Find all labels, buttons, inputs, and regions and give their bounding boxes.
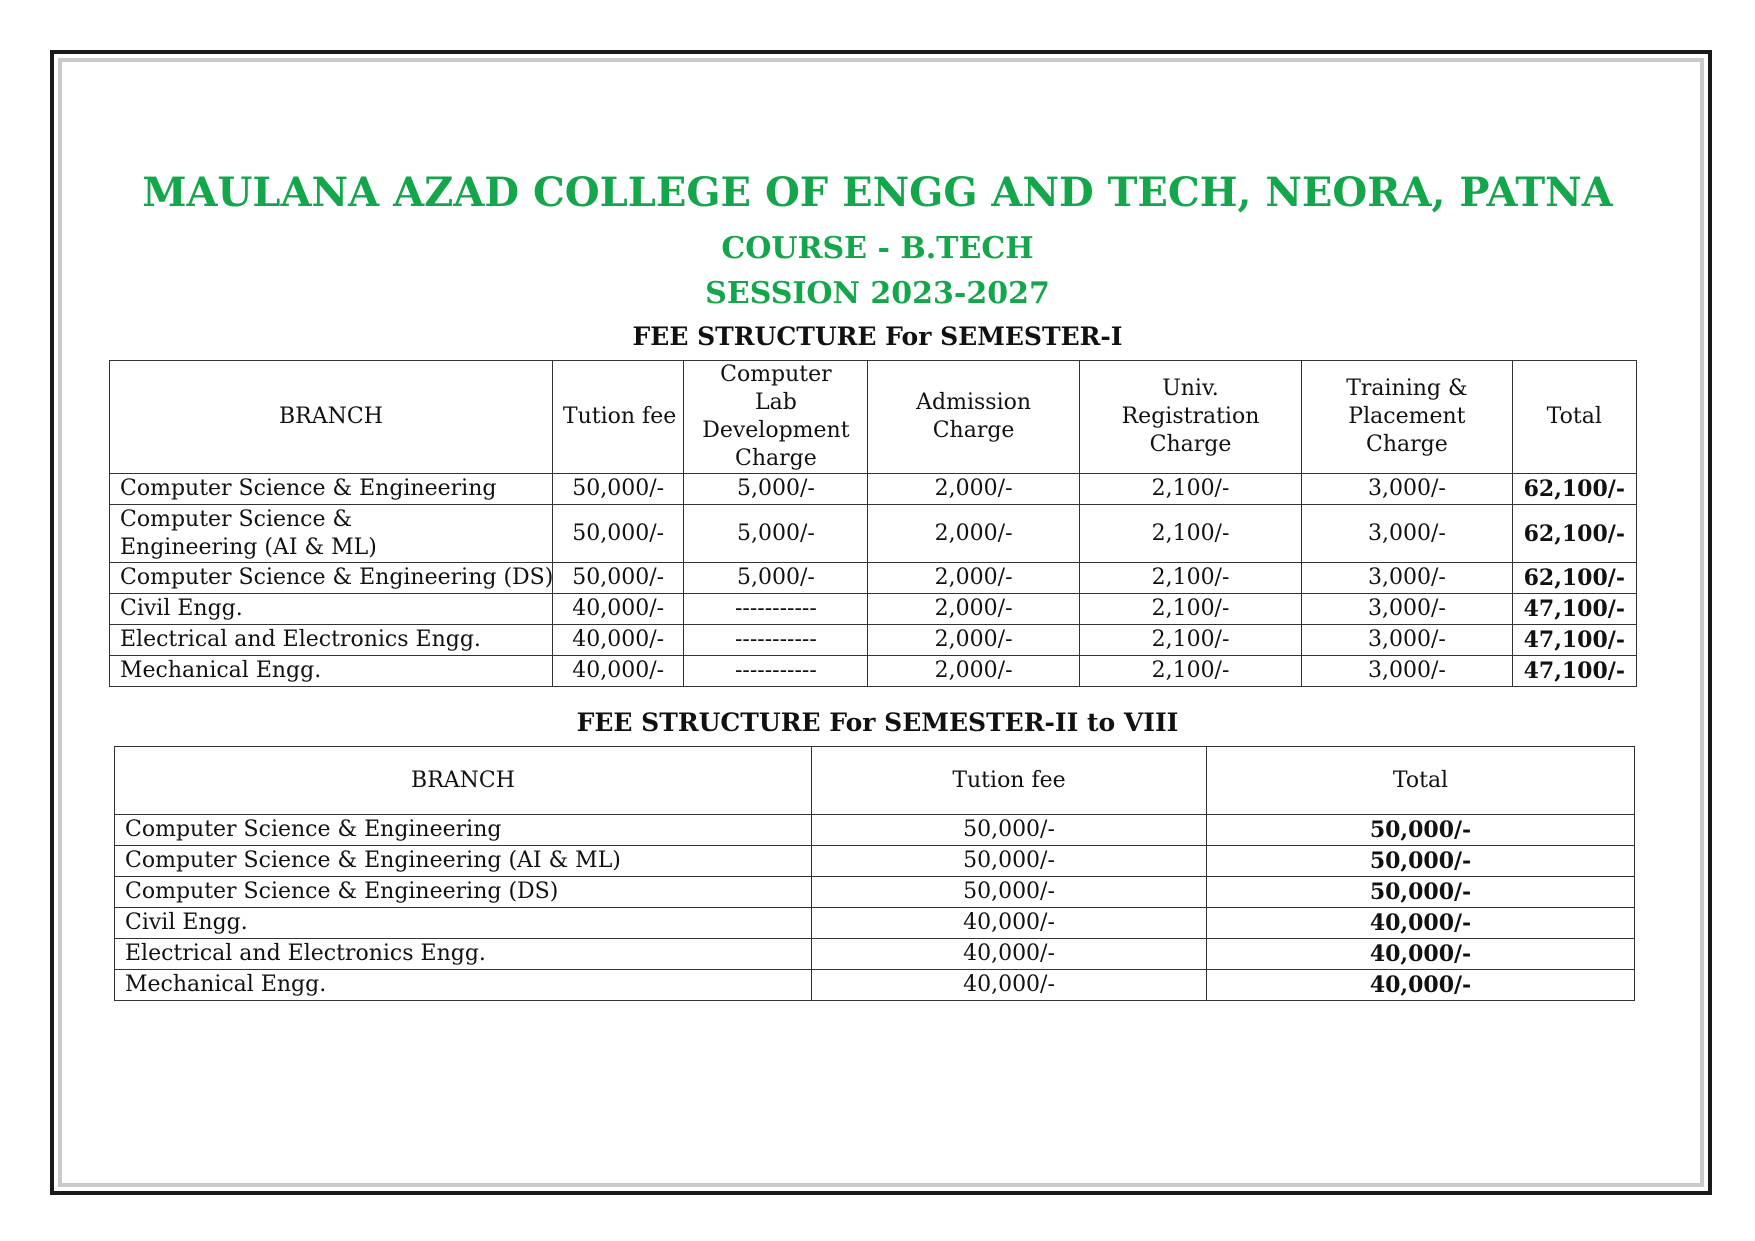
table-row <box>115 846 1635 877</box>
cell-lab-charge: 5,000/- <box>684 505 868 563</box>
table-row <box>110 505 1637 563</box>
cell-branch: Computer Science & Engineering (DS) <box>115 877 812 908</box>
cell-tuition: 50,000/- <box>812 877 1207 908</box>
column-header-tuition: Tution fee <box>812 747 1207 815</box>
column-header-total: Total <box>1512 361 1636 474</box>
cell-tuition: 40,000/- <box>812 970 1207 1001</box>
cell-registration: 2,100/- <box>1079 625 1301 656</box>
college-title: MAULANA AZAD COLLEGE OF ENGG AND TECH, NEORA, PATNA <box>142 169 1613 216</box>
table-row <box>115 877 1635 908</box>
cell-tuition: 50,000/- <box>552 505 683 563</box>
cell-registration: 2,100/- <box>1079 563 1301 594</box>
column-header-total: Total <box>1207 747 1635 815</box>
cell-total: 40,000/- <box>1207 939 1635 970</box>
cell-training: 3,000/- <box>1302 625 1512 656</box>
column-header-branch: BRANCH <box>115 747 812 815</box>
course-title: COURSE - B.TECH <box>721 231 1034 266</box>
column-header-tuition: Tution fee <box>552 361 683 474</box>
cell-registration: 2,100/- <box>1079 474 1301 505</box>
cell-admission: 2,000/- <box>868 656 1079 687</box>
column-header-training: Training & Placement Charge <box>1302 361 1512 474</box>
table-row <box>115 970 1635 1001</box>
cell-tuition: 50,000/- <box>552 474 683 505</box>
cell-branch: Electrical and Electronics Engg. <box>110 625 553 656</box>
cell-total: 62,100/- <box>1512 505 1636 563</box>
column-header-branch: BRANCH <box>110 361 553 474</box>
cell-training: 3,000/- <box>1302 656 1512 687</box>
cell-admission: 2,000/- <box>868 505 1079 563</box>
table-row <box>110 656 1637 687</box>
cell-tuition: 40,000/- <box>552 625 683 656</box>
semester2to8-fee-table <box>114 746 1635 1001</box>
cell-total: 50,000/- <box>1207 877 1635 908</box>
cell-registration: 2,100/- <box>1079 656 1301 687</box>
cell-branch: Mechanical Engg. <box>115 970 812 1001</box>
cell-total: 62,100/- <box>1512 474 1636 505</box>
cell-admission: 2,000/- <box>868 563 1079 594</box>
cell-branch: Civil Engg. <box>110 594 553 625</box>
cell-tuition: 40,000/- <box>552 594 683 625</box>
cell-branch: Electrical and Electronics Engg. <box>115 939 812 970</box>
table-row <box>115 908 1635 939</box>
cell-tuition: 40,000/- <box>552 656 683 687</box>
table-header-row <box>110 361 1637 474</box>
table-row <box>110 563 1637 594</box>
cell-admission: 2,000/- <box>868 474 1079 505</box>
cell-branch: Computer Science & Engineering (AI & ML) <box>115 846 812 877</box>
cell-tuition: 50,000/- <box>812 815 1207 846</box>
cell-registration: 2,100/- <box>1079 594 1301 625</box>
cell-training: 3,000/- <box>1302 474 1512 505</box>
cell-tuition: 40,000/- <box>812 908 1207 939</box>
cell-total: 47,100/- <box>1512 594 1636 625</box>
table-row <box>110 594 1637 625</box>
cell-admission: 2,000/- <box>868 625 1079 656</box>
cell-branch: Computer Science & Engineering (DS) <box>110 563 553 594</box>
cell-total: 40,000/- <box>1207 908 1635 939</box>
cell-total: 50,000/- <box>1207 815 1635 846</box>
column-header-registration: Univ. Registration Charge <box>1079 361 1301 474</box>
cell-training: 3,000/- <box>1302 505 1512 563</box>
cell-branch: Civil Engg. <box>115 908 812 939</box>
cell-training: 3,000/- <box>1302 594 1512 625</box>
cell-branch: Computer Science & Engineering <box>110 474 553 505</box>
cell-training: 3,000/- <box>1302 563 1512 594</box>
cell-lab-charge: ----------- <box>684 625 868 656</box>
cell-registration: 2,100/- <box>1079 505 1301 563</box>
semester1-fee-table <box>109 360 1637 687</box>
cell-lab-charge: ----------- <box>684 594 868 625</box>
cell-lab-charge: 5,000/- <box>684 474 868 505</box>
cell-admission: 2,000/- <box>868 594 1079 625</box>
cell-tuition: 50,000/- <box>552 563 683 594</box>
semester1-caption: FEE STRUCTURE For SEMESTER-I <box>632 322 1123 351</box>
cell-lab-charge: 5,000/- <box>684 563 868 594</box>
table-row <box>115 815 1635 846</box>
table-row <box>115 939 1635 970</box>
column-header-admission: Admission Charge <box>868 361 1079 474</box>
cell-total: 40,000/- <box>1207 970 1635 1001</box>
cell-total: 62,100/- <box>1512 563 1636 594</box>
cell-total: 47,100/- <box>1512 625 1636 656</box>
semester2to8-caption: FEE STRUCTURE For SEMESTER-II to VIII <box>576 708 1179 737</box>
cell-tuition: 50,000/- <box>812 846 1207 877</box>
cell-branch: Mechanical Engg. <box>110 656 553 687</box>
cell-total: 50,000/- <box>1207 846 1635 877</box>
cell-lab-charge: ----------- <box>684 656 868 687</box>
cell-tuition: 40,000/- <box>812 939 1207 970</box>
table-row <box>110 625 1637 656</box>
session-title: SESSION 2023-2027 <box>705 276 1050 311</box>
column-header-lab-charge: Computer Lab Development Charge <box>684 361 868 474</box>
cell-total: 47,100/- <box>1512 656 1636 687</box>
cell-branch: Computer Science & Engineering <box>115 815 812 846</box>
table-row <box>110 474 1637 505</box>
table-header-row <box>115 747 1635 815</box>
cell-branch: Computer Science & Engineering (AI & ML) <box>110 505 553 563</box>
